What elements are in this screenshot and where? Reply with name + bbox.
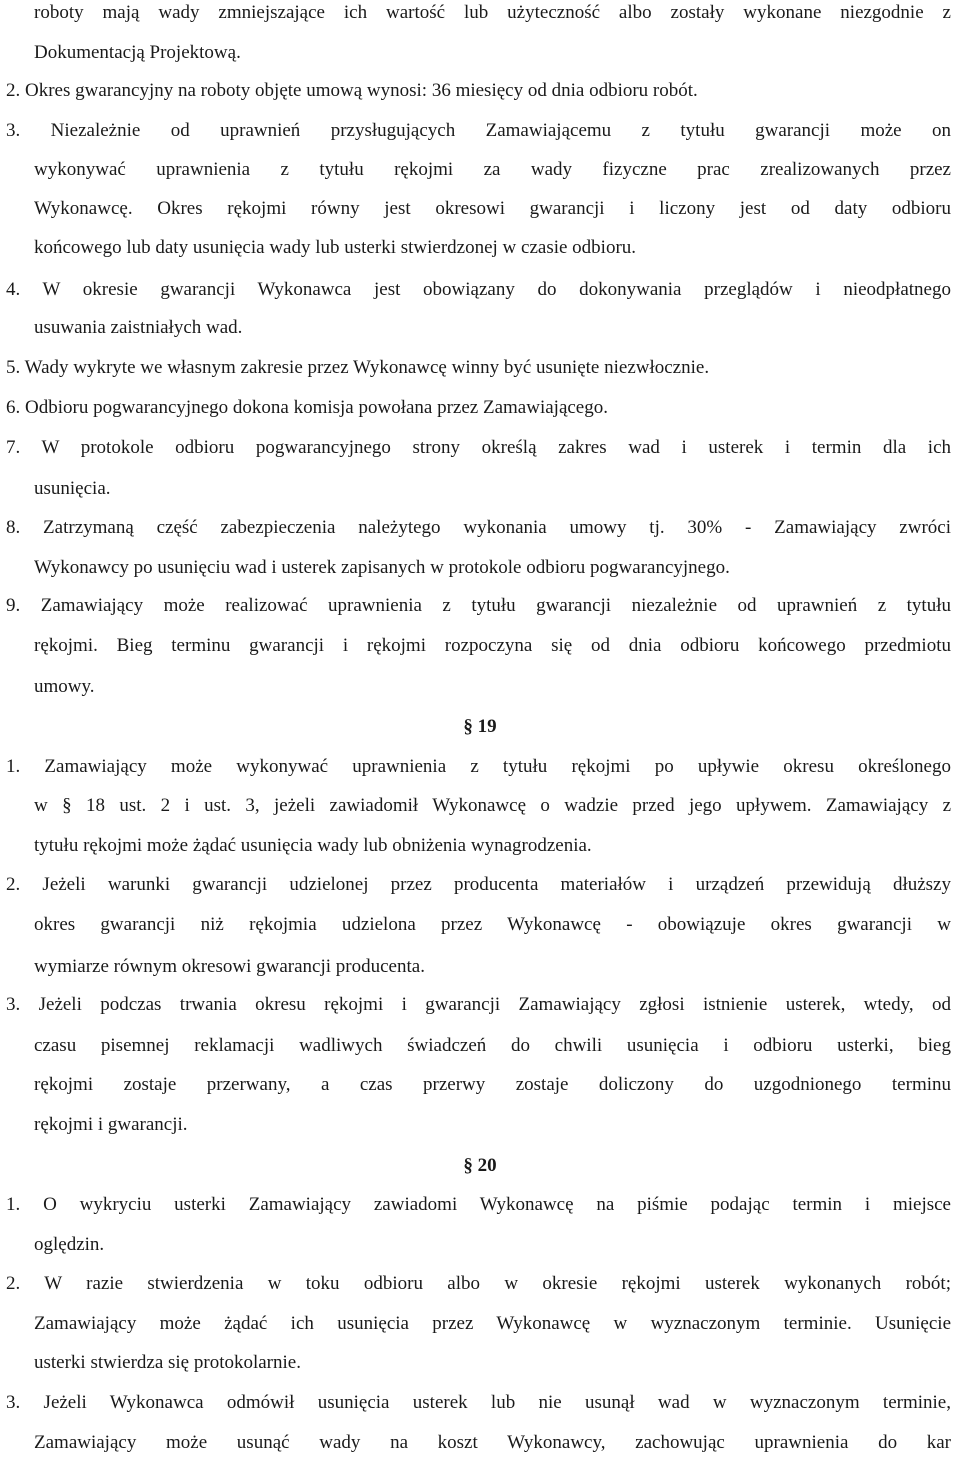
text-line: 3. Jeżeli podczas trwania okresu rękojmi i gwarancji Zamawiający zgłosi istnienie usterek, wtedy, od [6, 994, 951, 1015]
text-line: 9. Zamawiający może realizować uprawnienia z tytułu gwarancji niezależnie od uprawnień z tytułu [6, 595, 951, 616]
text-line: roboty mają wady zmniejszające ich wartość lub użyteczność albo zostały wykonane niezgodnie z [34, 2, 951, 23]
text-line: 1. Zamawiający może wykonywać uprawnienia z tytułu rękojmi po upływie okresu określonego [6, 756, 951, 777]
text-line: 1. O wykryciu usterki Zamawiający zawiadomi Wykonawcę na piśmie podając termin i miejsce [6, 1194, 951, 1215]
text-line: 3. Niezależnie od uprawnień przysługujących Zamawiającemu z tytułu gwarancji może on [6, 120, 951, 141]
text-line: 5. Wady wykryte we własnym zakresie przez Wykonawcę winny być usunięte niezwłocznie. [6, 357, 710, 378]
text-line: 4. W okresie gwarancji Wykonawca jest obowiązany do dokonywania przeglądów i nieodpłatnego [6, 279, 951, 300]
section-heading-19: § 19 [463, 716, 497, 737]
text-line: Wykonawcę. Okres rękojmi równy jest okresowi gwarancji i liczony jest od daty odbioru [34, 198, 951, 219]
text-line: usterki stwierdza się protokolarnie. [34, 1352, 301, 1373]
text-line: wykonywać uprawnienia z tytułu rękojmi za wady fizyczne prac zrealizowanych przez [34, 159, 951, 180]
text-line: rękojmi i gwarancji. [34, 1114, 188, 1135]
text-line: 2. Jeżeli warunki gwarancji udzielonej przez producenta materiałów i urządzeń przewidują dłuższy [6, 874, 951, 895]
text-line: umowy. [34, 676, 95, 697]
text-line: tytułu rękojmi może żądać usunięcia wady lub obniżenia wynagrodzenia. [34, 835, 592, 856]
text-line: 2. Okres gwarancyjny na roboty objęte umową wynosi: 36 miesięcy od dnia odbioru robót. [6, 80, 698, 101]
text-line: 8. Zatrzymaną część zabezpieczenia należytego wykonania umowy tj. 30% - Zamawiający zwróci [6, 517, 951, 538]
text-line: Zamawiający może usunąć wady na koszt Wykonawcy, zachowując uprawnienia do kar [34, 1432, 951, 1453]
text-line: Wykonawcy po usunięciu wad i usterek zapisanych w protokole odbioru pogwarancyjnego. [34, 557, 730, 578]
text-line: 6. Odbioru pogwarancyjnego dokona komisja powołana przez Zamawiającego. [6, 397, 608, 418]
text-line: usunięcia. [34, 478, 111, 499]
text-line: okres gwarancji niż rękojmia udzielona przez Wykonawcę - obowiązuje okres gwarancji w [34, 914, 951, 935]
text-line: czasu pisemnej reklamacji wadliwych świadczeń do chwili usunięcia i odbioru usterki, bieg [34, 1035, 951, 1056]
text-line: oględzin. [34, 1234, 105, 1255]
text-line: wymiarze równym okresowi gwarancji producenta. [34, 956, 425, 977]
text-line: 3. Jeżeli Wykonawca odmówił usunięcia usterek lub nie usunął wad w wyznaczonym terminie, [6, 1392, 951, 1413]
text-line: rękojmi. Bieg terminu gwarancji i rękojmi rozpoczyna się od dnia odbioru końcowego przedmiotu [34, 635, 951, 656]
text-line: końcowego lub daty usunięcia wady lub usterki stwierdzonej w czasie odbioru. [34, 237, 637, 258]
section-heading-20: § 20 [463, 1155, 497, 1176]
text-line: rękojmi zostaje przerwany, a czas przerwy zostaje doliczony do uzgodnionego terminu [34, 1074, 951, 1095]
text-line: Dokumentacją Projektową. [34, 42, 241, 63]
text-line: 7. W protokole odbioru pogwarancyjnego strony określą zakres wad i usterek i termin dla ich [6, 437, 951, 458]
text-line: usuwania zaistniałych wad. [34, 317, 243, 338]
text-line: w § 18 ust. 2 i ust. 3, jeżeli zawiadomił Wykonawcę o wadzie przed jego upływem. Zamawiający z [34, 795, 951, 816]
text-line: Zamawiający może żądać ich usunięcia przez Wykonawcę w wyznaczonym terminie. Usunięcie [34, 1313, 951, 1334]
text-line: 2. W razie stwierdzenia w toku odbioru albo w okresie rękojmi usterek wykonanych robót; [6, 1273, 951, 1294]
